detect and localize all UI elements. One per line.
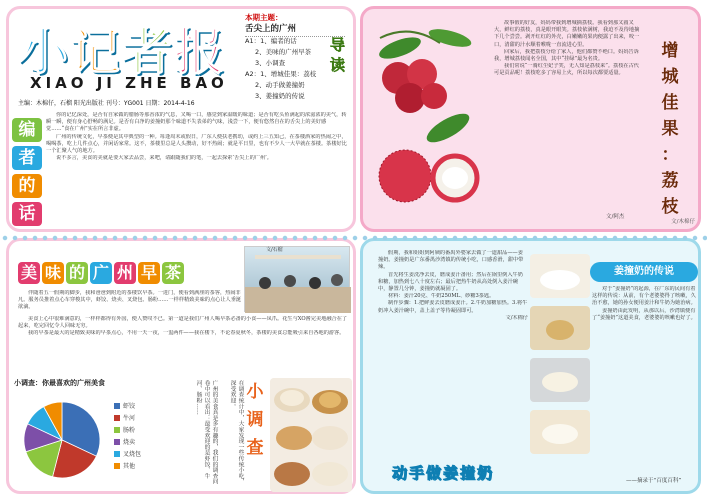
lychee-paragraph: 故事假的好友，妈妈带我到增城摘荔枝。我看到那又圆又大，鲜红的荔枝，真是眼开眼笑。荔枝依满树，我迫不及待地摘下几个尝尝。剥开红红的外壳，白嫩嫩的果肉便露了出来，咬一口，清甜的汁水顺着喉咙一直流进心里。: [494, 20, 640, 48]
ginger-paragraph: 假期，我和姐姐到阿姨的番禺外婆家去做了一道甜品——姜撞奶。姜撞奶是广东番禺沙湾镇的传统小吃，口感香滑，甜中带辣。: [378, 250, 524, 271]
issue-heading: 本期主题：: [245, 13, 283, 22]
survey-label-char: 调: [246, 410, 264, 430]
vertical-char: 枝: [661, 197, 679, 217]
vertical-char: 荔: [661, 171, 679, 191]
survey-vertical-text: 广州的美食真是多有趣的，我们的调查问卷中可以看出：最受欢迎的是虾饺、牛河、肠粉……: [195, 380, 217, 485]
heading-char: 早: [138, 262, 160, 284]
vertical-char: 果: [661, 119, 679, 139]
vertical-char: ：: [661, 145, 679, 165]
heading-char: 味: [42, 262, 64, 284]
legend-label: 肠粉: [123, 427, 136, 434]
legend-swatch: [114, 415, 120, 421]
lychee-signature: 文/阿杰: [606, 214, 625, 220]
breakfast-paragraph: 伴随着五一假期的脚步，我和爸爸到附近的茶楼饮早茶。一进门，便看到满座的茶客，热闹非凡。服务员推着点心车穿梭其中，虾饺、烧卖、叉烧包、肠粉……一样样精致美味的点心让人垂涎欲滴。: [18, 290, 242, 311]
legend-paragraph: 对于“姜撞奶”的起源，在广东的民间有着这样的传说：从前，有个老婆婆得了咳嗽，久治不愈，她的孙女便用姜汁和牛奶为她治病。: [592, 286, 696, 307]
divider-dots: [0, 234, 707, 242]
ginger-milk-photos: [528, 250, 592, 460]
title-char: 者: [122, 23, 174, 81]
heading-char: 茶: [162, 262, 184, 284]
legend-swatch: [114, 403, 120, 409]
ginger-milk-heading: 动手做姜撞奶: [392, 464, 495, 482]
survey-label-char: 查: [246, 438, 264, 458]
lychee-article: [494, 20, 644, 210]
heading-char: 的: [66, 262, 88, 284]
vertical-char: 城: [661, 67, 679, 87]
small-survey-label: [244, 378, 266, 462]
ginger-paragraph: 首先将生姜洗净去皮，磨成姜汁备用；然后在锅里倒入牛奶和糖，加热到七八十度左右；最后把热牛奶从高处倒入姜汁碗中，静置几分钟，姜撞奶就凝固了。: [378, 271, 523, 293]
issue-subject: 舌尖上的广州: [245, 22, 345, 37]
title-char: 报: [174, 23, 226, 81]
title-char: 记: [70, 23, 122, 81]
vertical-char: 增: [661, 41, 679, 61]
ginger-legend-heading: 姜撞奶的传说: [590, 262, 698, 282]
issue-item: 2、美味的广州早茶: [255, 48, 312, 56]
side-word: 编: [12, 118, 42, 142]
legend-swatch: [114, 451, 120, 457]
breakfast-article-continued: [18, 316, 350, 376]
survey-label-char: 小: [246, 382, 264, 402]
guide-vertical-label: 导 读: [330, 36, 346, 74]
photo-credit: 文/石榴: [266, 247, 283, 253]
issue-item: 3、姜撞奶的传说: [255, 92, 305, 100]
side-word: 话: [12, 202, 42, 226]
title-char: 小: [18, 23, 70, 81]
issue-item: 2、动手做姜撞奶: [255, 81, 305, 89]
legend-label: 其他: [123, 463, 136, 470]
ginger-milk-article: [378, 250, 528, 480]
lychee-paragraph: 回家后，我把荔枝分给了家人，他们都赞不绝口。妈妈告诉我，增城荔枝闻名全国，其中“挂绿”最为名贵。: [494, 48, 639, 63]
intro-paragraph: 你的记忆深处，是否有自家做的腊肠等那香浓的气息，又喝一口，感觉到家温暖的味道；是否有吃头鱼满起的浓滋浓的美气，转瞬一瞬，便有身心舒畅的满足。是否有白净的姜撞奶那个味道不失表弟的气味，浅尝一下，便有悠然自在的舌尖上的美好感觉……“食在广州”实在所言非虚。: [46, 112, 347, 133]
ginger-legend-article: [592, 286, 696, 476]
legend-swatch: [114, 439, 120, 445]
breakfast-heading: [18, 262, 186, 284]
side-word: 者: [12, 146, 42, 170]
survey-title: 小调查：你最喜欢的广州美食: [14, 379, 105, 387]
survey-pie-chart: [14, 388, 164, 488]
lychee-illustration: [370, 18, 490, 218]
ginger-signature: 文/木棉仔: [505, 314, 528, 321]
intro-paragraph: 广州的传统文化，早茶便是其中典型的一种。每逢周末或假日，广东人便扶老携幼，或约上三五知己，在茶楼酒家的热闹之中，喝喝茶，吃上几件点心，并闲话家常。这不，茶楼里总是人头攒动，好不热闹；就是平日里，也有不少人一大早就在茶楼。茶楼好比一个汇聚人气的地方。: [46, 133, 347, 155]
issue-item: A1：1、编者的话: [245, 37, 297, 45]
intro-paragraph: 说不多言，美食的美就是要大家去品尝，来吧，请跟随我们的笔，一起去探索‘舌尖上的广州’。: [56, 155, 272, 162]
dimsum-photo: [270, 378, 352, 492]
breakfast-paragraph: 美食上心中很难满意的，一样样都得有外国，便人赞叹不已。第一道是我们广州人喝早茶必备的小食——凤爪。花生与XO酱完美地融合在了起来，吃完回忆令人回味无穷。: [18, 316, 348, 330]
legend-label: 虾饺: [123, 403, 136, 410]
legend-label: 牛河: [123, 415, 136, 422]
breakfast-paragraph: 我的早茶是最大的是精致美味的早茶点心，不用一天一夜，一盅两件——我在楼下，不论春夏秋冬，茶楼的美食总能吸引来自各地的游客。: [28, 330, 345, 337]
legend-swatch: [114, 427, 120, 433]
issue-item: 3、小调查: [255, 59, 286, 67]
ginger-paragraph: 材料：姜汁20克、牛奶250ML、砂糖3茶匙。: [388, 293, 495, 300]
heading-char: 美: [18, 262, 40, 284]
legend-label: 叉烧包: [123, 451, 142, 458]
vertical-char: 佳: [661, 93, 679, 113]
ginger-paragraph: 制作步骤：1.把鲜姜去皮磨成姜汁。2.牛奶加糖加热。3.将牛奶冲入姜汁碗中，盖上盖子等待凝固即可。: [378, 300, 528, 314]
lychee-vertical-title: [650, 38, 690, 220]
legend-swatch: [114, 463, 120, 469]
lychee-paragraph: 我们常说“一骑红尘妃子笑，无人知是荔枝来”。荔枝在古代可是贡品呢！荔枝吃多了容易上火，所以每次都要适量。: [494, 63, 639, 77]
publication-meta: 主编：木棉仔，石榴 阳光出版社 刊号：YG001 日期：2014-4-16: [18, 100, 195, 107]
side-word: 的: [12, 174, 42, 198]
legend-source: ——摘录于“百度百科”: [626, 478, 682, 484]
heading-char: 州: [114, 262, 136, 284]
legend-label: 烧卖: [123, 439, 136, 446]
issue-item: A2：1、增城佳果：荔枝: [245, 70, 317, 78]
teahouse-photo: [244, 246, 350, 312]
legend-paragraph: 姜撞奶由此发明，从那以后，沙湾镇便有了“姜撞奶”这道美食，老婆婆的咳嗽也好了。: [592, 307, 696, 321]
editor-words-label: [12, 118, 42, 230]
editor-intro: [46, 112, 348, 228]
heading-char: 广: [90, 262, 112, 284]
survey-vertical-text: 在调查统计中，大家发现一些传统小吃，深受欢迎。: [229, 380, 243, 485]
intro-signature: 文/木棉仔: [671, 219, 695, 225]
title-pinyin: XIAO JI ZHE BAO: [30, 74, 228, 92]
